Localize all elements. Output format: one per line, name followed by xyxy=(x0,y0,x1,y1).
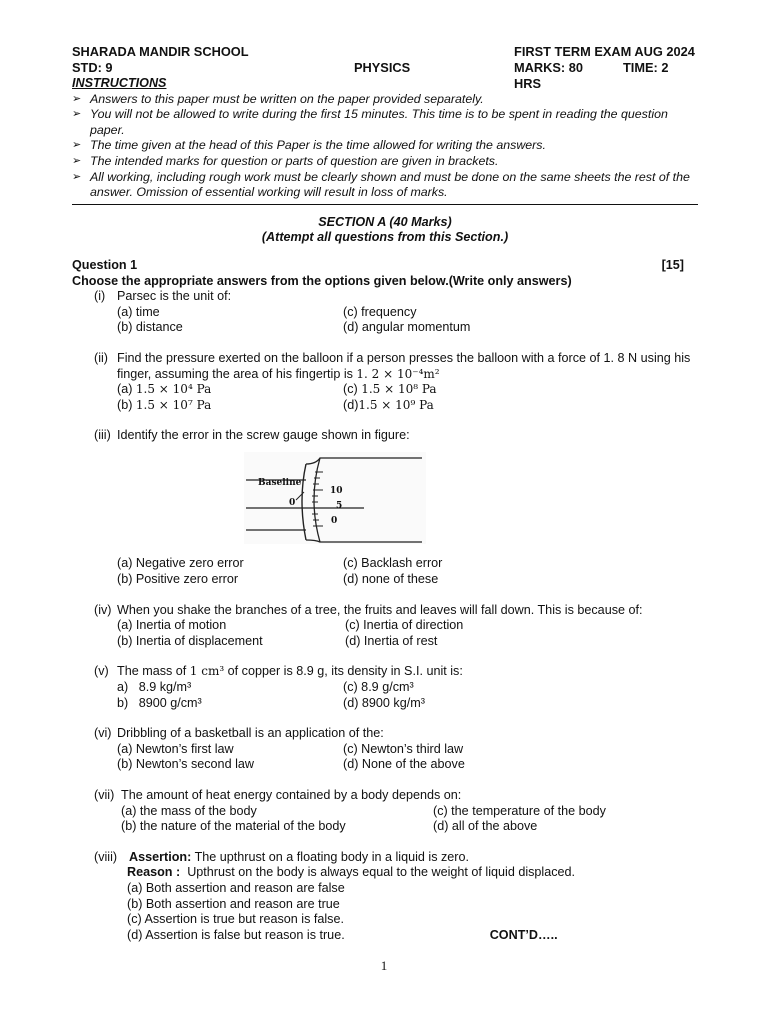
option-a: (a) Both assertion and reason are false xyxy=(127,880,345,895)
section-title: SECTION A (40 Marks) xyxy=(318,214,452,229)
item-number: (i) xyxy=(94,289,106,304)
tick-label-5: 5 xyxy=(336,500,343,511)
option-b: (b) Inertia of displacement xyxy=(117,633,263,648)
option-b: b) 8900 g/cm³ xyxy=(117,695,202,710)
question-label: Question 1 xyxy=(72,257,138,272)
options xyxy=(72,618,698,649)
item-number: (v) xyxy=(94,664,109,679)
option-b: (b) distance xyxy=(117,320,183,335)
reason-text: Upthrust on the body is always equal to the weight of liquid displaced. xyxy=(187,865,576,880)
exam-page xyxy=(72,44,698,943)
item-stem-math: 1. 2 × 10⁻⁴m² xyxy=(356,366,440,381)
option-a-label: (a) xyxy=(117,382,133,397)
item-number: (iii) xyxy=(94,428,111,443)
option-c: (c) Backlash error xyxy=(343,556,443,571)
question-marks: [15] xyxy=(661,257,684,272)
item-number: (viii) xyxy=(94,849,118,864)
baseline-label: Baseline xyxy=(258,477,302,488)
option-a: (a) Inertia of motion xyxy=(117,618,227,633)
instructions-title: INSTRUCTIONS xyxy=(72,76,167,90)
option-b: (b) Both assertion and reason are true xyxy=(127,896,340,911)
assertion-text: The upthrust on a floating body in a liquid is zero. xyxy=(194,849,469,864)
option-c: (c) Inertia of direction xyxy=(345,618,464,633)
item-stem: Find the pressure exerted on the balloon if a person presses the balloon with a force of 1. 8 N using his finger, assuming the area of his fingertip is xyxy=(117,350,691,381)
option-d: (d) 8900 kg/m³ xyxy=(343,695,425,710)
options xyxy=(72,881,698,943)
divider xyxy=(72,204,698,205)
exam-title: FIRST TERM EXAM AUG 2024 xyxy=(514,44,695,59)
item-stem-pre: The mass of xyxy=(117,664,187,679)
exam-time: TIME: 2 HRS xyxy=(514,60,669,91)
item-number: (vi) xyxy=(94,726,112,741)
section-subtitle: (Attempt all questions from this Section.) xyxy=(261,230,509,245)
option-d: (d) Inertia of rest xyxy=(345,633,438,648)
option-c: (c) Newton’s third law xyxy=(343,741,464,756)
arrow-bullet-icon: ➢ xyxy=(72,154,82,167)
continued-label: CONT’D….. xyxy=(489,927,558,942)
option-a: a) 8.9 kg/m³ xyxy=(117,680,192,695)
options xyxy=(72,556,698,587)
item-stem: Parsec is the unit of: xyxy=(117,289,232,304)
item-number: (iv) xyxy=(94,602,112,617)
option-c: (c) the temperature of the body xyxy=(433,803,606,818)
options xyxy=(72,804,698,835)
option-a: (a) Newton’s first law xyxy=(117,741,234,756)
question-item-v xyxy=(72,664,698,711)
option-b: (b) Newton’s second law xyxy=(117,757,254,772)
question-heading xyxy=(72,258,698,274)
item-stem-post: of copper is 8.9 g, its density in S.I. unit is: xyxy=(227,664,463,679)
question-item-iii xyxy=(72,428,698,587)
instruction-item: ➢ All working, including rough work must be clearly shown and must be done on the same sheets the rest of the answer. Omission of essential working will result in loss of marks. xyxy=(72,169,690,200)
question-item-vii xyxy=(72,788,698,835)
question-item-ii xyxy=(72,351,698,413)
question-item-viii xyxy=(72,850,698,944)
options xyxy=(72,680,698,711)
arrow-bullet-icon: ➢ xyxy=(72,139,82,152)
option-d: (d) all of the above xyxy=(433,819,538,834)
subject: PHYSICS xyxy=(354,60,411,75)
options xyxy=(72,742,698,773)
school-name: SHARADA MANDIR SCHOOL xyxy=(72,44,249,59)
item-stem: Dribbling of a basketball is an application of the: xyxy=(117,726,384,741)
question-item-iv xyxy=(72,603,698,650)
option-a: (a) time xyxy=(117,304,160,319)
option-d: (d) None of the above xyxy=(343,757,465,772)
instruction-item: ➢ Answers to this paper must be written on the paper provided separately. xyxy=(72,91,484,106)
options xyxy=(72,382,698,413)
option-b: (b) the nature of the material of the body xyxy=(121,819,346,834)
item-number: (ii) xyxy=(94,350,108,365)
option-a: (a) Negative zero error xyxy=(117,556,244,571)
arrow-bullet-icon: ➢ xyxy=(72,92,82,105)
reason xyxy=(72,865,698,881)
option-b: (b) Positive zero error xyxy=(117,572,239,587)
assertion-label: Assertion: xyxy=(129,849,192,864)
question-item-i xyxy=(72,289,698,336)
option-c-label: (c) xyxy=(343,382,358,397)
option-c: (c) frequency xyxy=(343,304,417,319)
item-stem-math: 1 cm³ xyxy=(189,664,225,679)
option-c: (c) Assertion is true but reason is false. xyxy=(127,912,344,927)
page-number: 1 xyxy=(380,958,388,973)
arrow-bullet-icon: ➢ xyxy=(72,108,82,121)
tick-label-10: 10 xyxy=(330,485,343,496)
instructions-list xyxy=(72,92,698,201)
instruction-item: ➢ You will not be allowed to write during the first 15 minutes. This time is to be spent in reading the question paper. xyxy=(72,107,668,137)
item-stem: The amount of heat energy contained by a body depends on: xyxy=(121,788,462,802)
screw-gauge-figure xyxy=(244,452,426,544)
reason-label: Reason : xyxy=(127,865,181,880)
zero-mark-label: 0 xyxy=(289,497,296,508)
option-b-label: (b) xyxy=(117,397,133,412)
instruction-item: ➢ The time given at the head of this Paper is the time allowed for writing the answers. xyxy=(72,138,546,153)
option-d: (d) Assertion is false but reason is true. xyxy=(127,927,345,942)
standard: STD: 9 xyxy=(72,60,113,75)
item-number: (vii) xyxy=(94,788,115,802)
item-stem: Identify the error in the screw gauge shown in figure: xyxy=(117,428,410,443)
question-instruction: Choose the appropriate answers from the options given below.(Write only answers) xyxy=(72,273,572,288)
option-d: (d) angular momentum xyxy=(343,320,471,335)
header-row-1 xyxy=(72,44,698,60)
option-d: (d) none of these xyxy=(343,572,439,587)
options xyxy=(72,305,698,336)
option-c: (c) 8.9 g/cm³ xyxy=(343,680,414,695)
option-c-value: 1.5 × 10⁸ Pa xyxy=(361,382,437,397)
instruction-item: ➢ The intended marks for question or parts of question are given in brackets. xyxy=(72,153,499,168)
option-d-label: (d) xyxy=(343,397,359,412)
option-a-value: 1.5 × 10⁴ Pa xyxy=(135,382,212,397)
option-d-value: 1.5 × 10⁹ Pa xyxy=(358,397,434,412)
item-stem: When you shake the branches of a tree, the fruits and leaves will fall down. This is because of: xyxy=(117,602,643,617)
arrow-bullet-icon: ➢ xyxy=(72,170,82,183)
question-item-vi xyxy=(72,726,698,773)
option-a: (a) the mass of the body xyxy=(121,803,257,818)
marks-total: MARKS: 80 xyxy=(514,60,583,75)
option-b-value: 1.5 × 10⁷ Pa xyxy=(135,397,212,412)
tick-label-0: 0 xyxy=(331,515,338,526)
